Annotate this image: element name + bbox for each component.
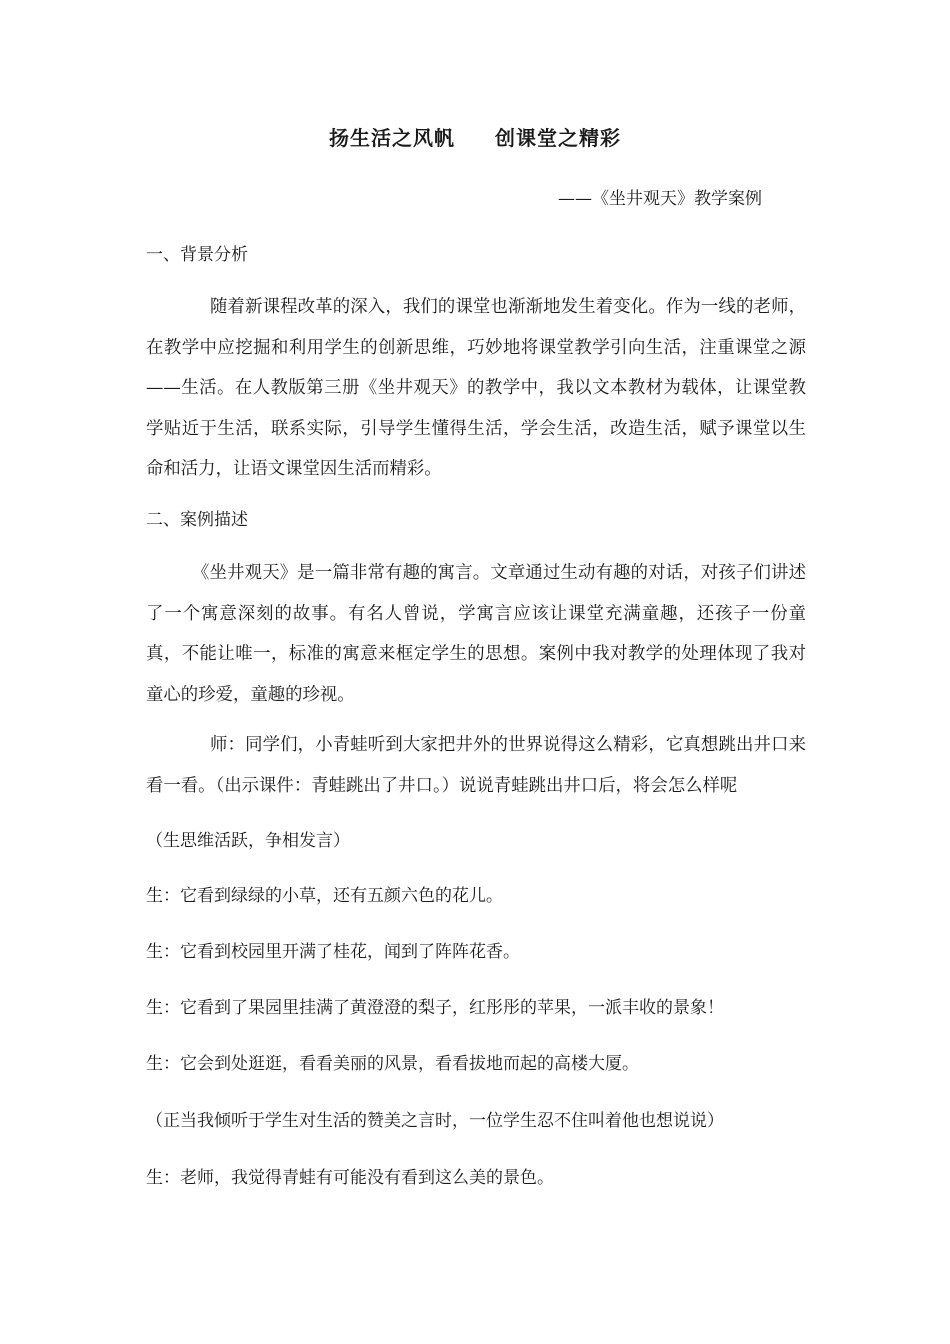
section-heading-background: 一、背景分析	[146, 245, 248, 265]
dialogue-line: （正当我倾听于学生对生活的赞美之言时，一位学生忍不住叫着他也想说说）	[146, 1111, 724, 1131]
page-title	[0, 122, 950, 151]
dialogue-line: 生：老师，我觉得青蛙有可能没有看到这么美的景色。	[146, 1168, 554, 1188]
dialogue-line: 生：它会到处逛逛，看看美丽的风景，看看拔地而起的高楼大厦。	[146, 1054, 639, 1074]
dialogue-line: 生：它看到绿绿的小草，还有五颜六色的花儿。	[146, 886, 503, 906]
section-heading-case: 二、案例描述	[146, 510, 248, 530]
background-paragraph: 随着新课程改革的深入，我们的课堂也渐渐地发生着变化。作为一线的老师，在教学中应挖掘和利用学生的创新思维，巧妙地将课堂教学引向生活，注重课堂之源——生活。在人教版第三册《坐井观天》的教学中，我以文本教材为载体，让课堂教学贴近于生活，联系实际，引导学生懂得生活，学会生活，改造生活，赋予课堂以生命和活力，让语文课堂因生活而精彩。	[146, 297, 806, 479]
case-paragraph: 《坐井观天》是一篇非常有趣的寓言。文章通过生动有趣的对话，对孩子们讲述了一个寓意深刻的故事。有名人曾说，学寓言应该让课堂充满童趣，还孩子一份童真，不能让唯一，标准的寓意来框定学生的思想。案例中我对教学的处理体现了我对童心的珍爱，童趣的珍视。	[146, 563, 806, 705]
dialogue-line: 生：它看到了果园里挂满了黄澄澄的梨子，红彤彤的苹果，一派丰收的景象！	[146, 998, 724, 1018]
dialogue-line: 生：它看到校园里开满了桂花，闻到了阵阵花香。	[146, 942, 520, 962]
page-subtitle: ——《坐井观天》教学案例	[558, 189, 762, 209]
dialogue-line: （生思维活跃，争相发言）	[146, 831, 350, 851]
title-part-2: 创课堂之精彩	[495, 126, 621, 150]
title-part-1: 扬生活之风帆	[329, 126, 455, 150]
teacher-dialogue: 师：同学们，小青蛙听到大家把井外的世界说得这么精彩，它真想跳出井口来看一看。（出示课件：青蛙跳出了井口。）说说青蛙跳出井口后，将会怎么样呢	[146, 735, 806, 796]
